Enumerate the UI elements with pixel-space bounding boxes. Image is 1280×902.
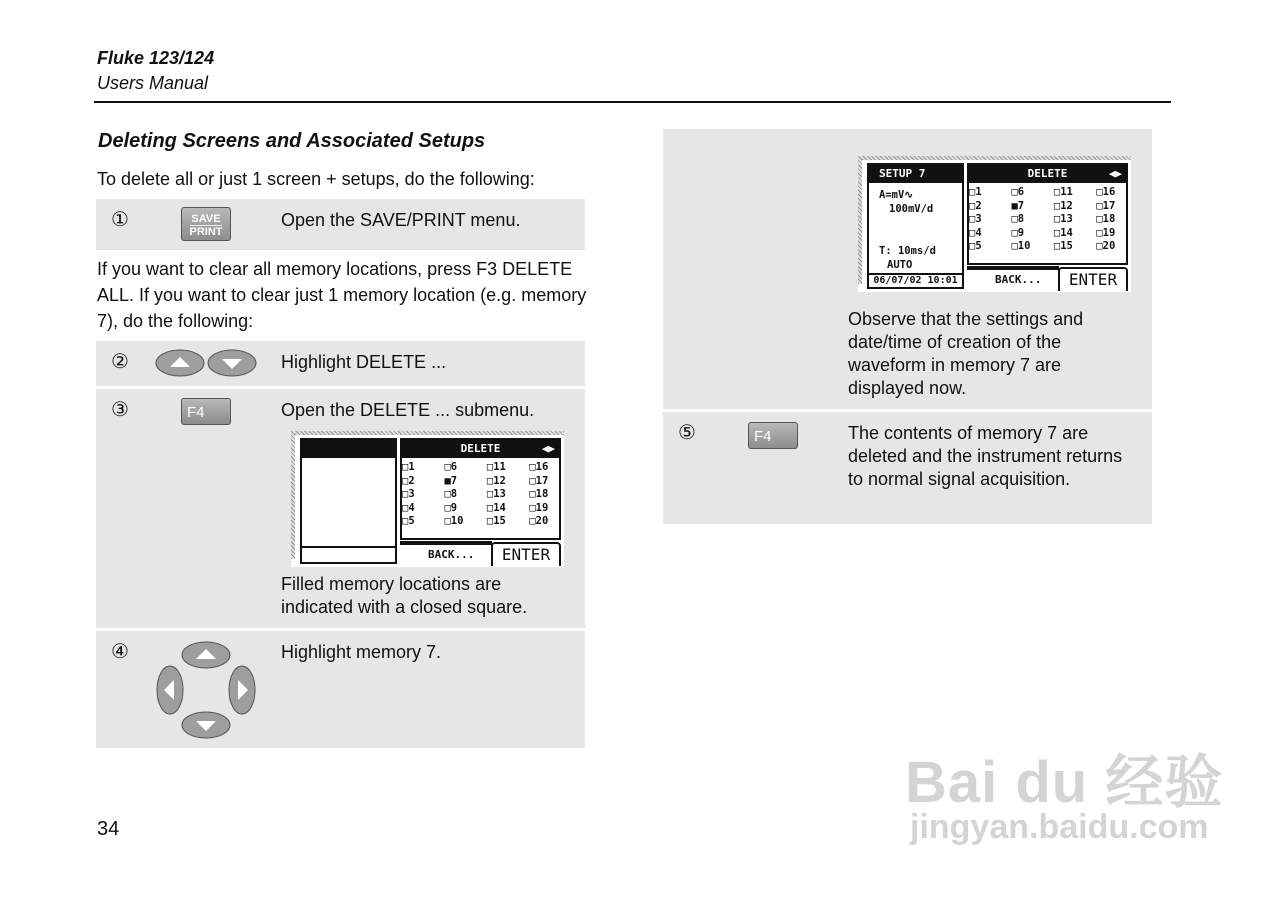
f4-key-icon: F4 (748, 422, 798, 449)
screen-hatch (858, 156, 1131, 160)
setup-line-2: 100mV/d (889, 203, 934, 215)
setup-panel (867, 163, 964, 289)
step-number: ③ (111, 397, 129, 421)
delete-title: DELETE ◀▶ (402, 440, 559, 458)
step-number: ② (111, 349, 129, 373)
delete-screen-1 (291, 431, 564, 567)
watermark-url: jingyan.baidu.com (910, 808, 1209, 846)
intro-text: To delete all or just 1 screen + setups, do the following: (97, 169, 535, 189)
step-4 (96, 631, 585, 748)
step-text: Highlight memory 7. (281, 642, 442, 662)
setup-line-3: T: 10ms/d (879, 245, 936, 257)
step-number: ⑤ (678, 420, 696, 444)
watermark-logo: Bai du 经验 (905, 750, 1224, 815)
enter-softkey: ENTER (1058, 267, 1128, 291)
step-3 (96, 389, 585, 628)
header-title: Fluke 123/124 (97, 48, 215, 68)
delete-screen-2 (858, 156, 1131, 292)
step-text: Highlight DELETE ... (281, 352, 447, 372)
back-softkey: BACK... (995, 273, 1042, 286)
setup-datetime: 06/07/02 10:01 (869, 273, 962, 287)
screen-note: Observe that the settings and date/time of creation of the waveform in memory 7 are displayed now. (848, 309, 1084, 398)
header-rule (94, 101, 1171, 103)
screen-hatch (858, 156, 862, 284)
header-subtitle: Users Manual (97, 73, 209, 93)
arrow-pad-icon (154, 638, 258, 742)
screen-hatch (291, 431, 564, 435)
delete-panel (967, 163, 1128, 265)
paragraph: If you want to clear all memory locations, press F3 DELETE ALL. If you want to clear just 1 memory location (e.g. memory 7), do the following: (97, 259, 587, 331)
screen-hatch (291, 431, 295, 559)
step-text: The contents of memory 7 are deleted and the instrument returns to normal signal acquisition. (848, 423, 1123, 489)
step-5 (663, 412, 1152, 524)
setup-line-1: A=mV∿ (879, 189, 914, 201)
step-1 (96, 199, 585, 250)
step-text: Open the SAVE/PRINT menu. (281, 210, 521, 230)
step-2 (96, 341, 585, 386)
back-softkey: BACK... (428, 548, 475, 561)
arrows-icon: ◀▶ (541, 442, 555, 455)
f4-key-icon: F4 (181, 398, 231, 425)
step-number: ① (111, 207, 129, 231)
section-title: Deleting Screens and Associated Setups (98, 130, 486, 152)
memory-grid: □1 □2 □3 □4 □5 □6 ■7 □8 □9 □10 □11 □12 □13 □14 □15 □16 □17 □18 □19 □20 (969, 186, 1116, 252)
delete-panel (400, 438, 561, 540)
up-down-keys-icon (154, 348, 258, 378)
step-4-continued (663, 129, 1152, 409)
left-panel (300, 438, 397, 564)
memory-grid: □1 □2 □3 □4 □5 □6 ■7 □8 □9 □10 □11 □12 □13 □14 □15 □16 □17 □18 □19 □20 (402, 461, 549, 527)
save-print-key-icon: SAVE PRINT (181, 207, 231, 241)
screen-note: Filled memory locations are indicated with a closed square. (281, 574, 528, 617)
page-number: 34 (97, 818, 120, 840)
delete-title: DELETE ◀▶ (969, 165, 1126, 183)
enter-softkey: ENTER (491, 542, 561, 566)
setup-line-4: AUTO (887, 259, 913, 271)
setup-title: SETUP 7 (869, 165, 962, 183)
step-number: ④ (111, 639, 129, 663)
step-text: Open the DELETE ... submenu. (281, 400, 535, 420)
arrows-icon: ◀▶ (1108, 167, 1122, 180)
